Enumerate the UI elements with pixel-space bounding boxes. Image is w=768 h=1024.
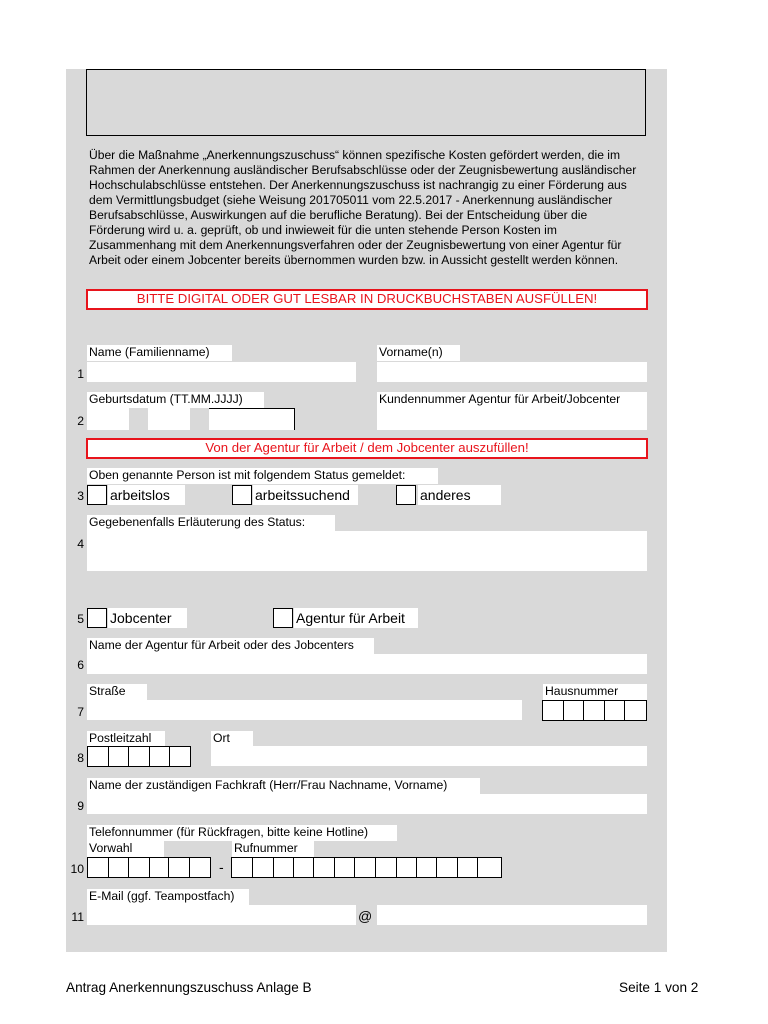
char-cell[interactable] xyxy=(458,858,478,877)
char-cell[interactable] xyxy=(335,858,355,877)
arbeitssuchend-label: arbeitssuchend xyxy=(253,485,358,505)
rufnummer-label: Rufnummer xyxy=(232,841,314,857)
geburtsdatum-day-field[interactable] xyxy=(87,408,129,430)
char-cell[interactable] xyxy=(397,858,417,877)
strasse-label: Straße xyxy=(87,684,147,700)
char-cell[interactable] xyxy=(109,858,129,877)
email-local-field[interactable] xyxy=(87,905,356,925)
intro-text: Über die Maßnahme „Anerkennungszuschuss“ können spezifische Kosten gefördert werden, die im Rahmen der Anerkennung ausländischer Berufsabschlüsse oder der Zeugnisbewertung ausländischer Hochschulabschlüsse entstehen. Der Anerkennungszuschuss ist nachrangig zu einer Förderung aus dem Vermittlungsbudget (siehe Weisung 201705011 vom 22.5.2017 - Anerkennung ausländischer Berufsabschlüsse, Auswirkungen auf die berufliche Beratung). Bei der Entscheidung über die Förderung wird u. a. geprüft, ob und inwieweit für die unten stehende Person Kosten im Zusammenhang mit dem Anerkennungsverfahren oder der Zeugnisbewertung von einer Agentur für Arbeit oder einem Jobcenter bereits übernommen wurden bzw. in Aussicht gestellt werden können. xyxy=(89,148,637,267)
fachkraft-field[interactable] xyxy=(87,794,647,814)
row-number-10: 10 xyxy=(70,862,84,876)
char-cell[interactable] xyxy=(437,858,458,877)
vorname-field[interactable] xyxy=(377,362,647,382)
char-cell[interactable] xyxy=(274,858,294,877)
row-number-8: 8 xyxy=(77,751,84,765)
char-cell[interactable] xyxy=(478,858,501,877)
arbeitslos-label: arbeitslos xyxy=(108,485,185,505)
char-cell[interactable] xyxy=(150,858,170,877)
agentur-name-field[interactable] xyxy=(87,654,647,674)
footer-title: Antrag Anerkennungszuschuss Anlage B xyxy=(66,980,312,995)
agentur-checkbox[interactable] xyxy=(273,608,293,628)
jobcenter-checkbox[interactable] xyxy=(87,608,107,628)
row-number-5: 5 xyxy=(77,612,84,626)
telefon-label: Telefonnummer (für Rückfragen, bitte keine Hotline) xyxy=(87,825,397,841)
row-number-4: 4 xyxy=(77,537,84,551)
status-label: Oben genannte Person ist mit folgendem Status gemeldet: xyxy=(87,468,438,484)
hausnummer-label: Hausnummer xyxy=(543,684,647,700)
postleitzahl-label: Postleitzahl xyxy=(87,731,165,747)
geburtsdatum-month-field[interactable] xyxy=(148,408,190,430)
notice-agency-banner: Von der Agentur für Arbeit / dem Jobcenter auszufüllen! xyxy=(86,438,648,459)
anderes-checkbox[interactable] xyxy=(396,485,416,505)
char-cell[interactable] xyxy=(417,858,438,877)
postleitzahl-field[interactable] xyxy=(87,746,191,767)
char-cell[interactable] xyxy=(376,858,397,877)
char-cell[interactable] xyxy=(170,747,190,766)
vorwahl-label: Vorwahl xyxy=(87,841,164,857)
char-cell[interactable] xyxy=(88,858,109,877)
char-cell[interactable] xyxy=(129,858,150,877)
email-domain-field[interactable] xyxy=(377,905,647,925)
phone-dash: - xyxy=(219,859,224,875)
char-cell[interactable] xyxy=(253,858,274,877)
row-number-2: 2 xyxy=(77,414,84,428)
erlaeuterung-label: Gegebenenfalls Erläuterung des Status: xyxy=(87,515,335,531)
char-cell[interactable] xyxy=(314,858,335,877)
name-label: Name (Familienname) xyxy=(87,345,232,361)
vorwahl-field[interactable] xyxy=(87,857,211,878)
char-cell[interactable] xyxy=(605,701,626,720)
ort-field[interactable] xyxy=(211,746,647,766)
jobcenter-label: Jobcenter xyxy=(108,608,187,628)
char-cell[interactable] xyxy=(169,858,190,877)
vorname-label: Vorname(n) xyxy=(377,345,460,361)
agentur-label: Agentur für Arbeit xyxy=(294,608,418,628)
char-cell[interactable] xyxy=(543,701,564,720)
fachkraft-label: Name der zuständigen Fachkraft (Herr/Frau Nachname, Vorname) xyxy=(87,778,480,794)
char-cell[interactable] xyxy=(150,747,171,766)
geburtsdatum-label: Geburtsdatum (TT.MM.JJJJ) xyxy=(87,392,264,408)
at-sign: @ xyxy=(358,908,373,924)
row-number-6: 6 xyxy=(77,658,84,672)
geburtsdatum-year-field[interactable] xyxy=(209,408,295,430)
row-number-3: 3 xyxy=(77,489,84,503)
arbeitslos-checkbox[interactable] xyxy=(87,485,107,505)
char-cell[interactable] xyxy=(294,858,315,877)
char-cell[interactable] xyxy=(109,747,130,766)
char-cell[interactable] xyxy=(355,858,376,877)
char-cell[interactable] xyxy=(625,701,646,720)
char-cell[interactable] xyxy=(564,701,585,720)
anderes-label: anderes xyxy=(418,485,501,505)
agentur-name-label: Name der Agentur für Arbeit oder des Jobcenters xyxy=(87,638,374,654)
row-number-11: 11 xyxy=(71,910,84,924)
hausnummer-field[interactable] xyxy=(542,700,647,721)
row-number-9: 9 xyxy=(77,799,84,813)
page-number: Seite 1 von 2 xyxy=(619,980,699,995)
notice-print-banner: BITTE DIGITAL ODER GUT LESBAR IN DRUCKBUCHSTABEN AUSFÜLLEN! xyxy=(86,289,648,310)
kundennummer-label[interactable]: Kundennummer Agentur für Arbeit/Jobcenter xyxy=(377,392,647,430)
row-number-1: 1 xyxy=(77,367,84,381)
char-cell[interactable] xyxy=(232,858,253,877)
char-cell[interactable] xyxy=(190,858,210,877)
header-box xyxy=(86,69,646,136)
email-label: E-Mail (ggf. Teampostfach) xyxy=(87,889,249,905)
name-field[interactable] xyxy=(87,362,356,382)
strasse-field[interactable] xyxy=(87,700,522,720)
ort-label: Ort xyxy=(211,731,253,747)
rufnummer-field[interactable] xyxy=(231,857,502,878)
char-cell[interactable] xyxy=(584,701,605,720)
char-cell[interactable] xyxy=(88,747,109,766)
row-number-7: 7 xyxy=(77,705,84,719)
char-cell[interactable] xyxy=(129,747,150,766)
arbeitssuchend-checkbox[interactable] xyxy=(232,485,252,505)
erlaeuterung-field[interactable] xyxy=(87,531,647,571)
